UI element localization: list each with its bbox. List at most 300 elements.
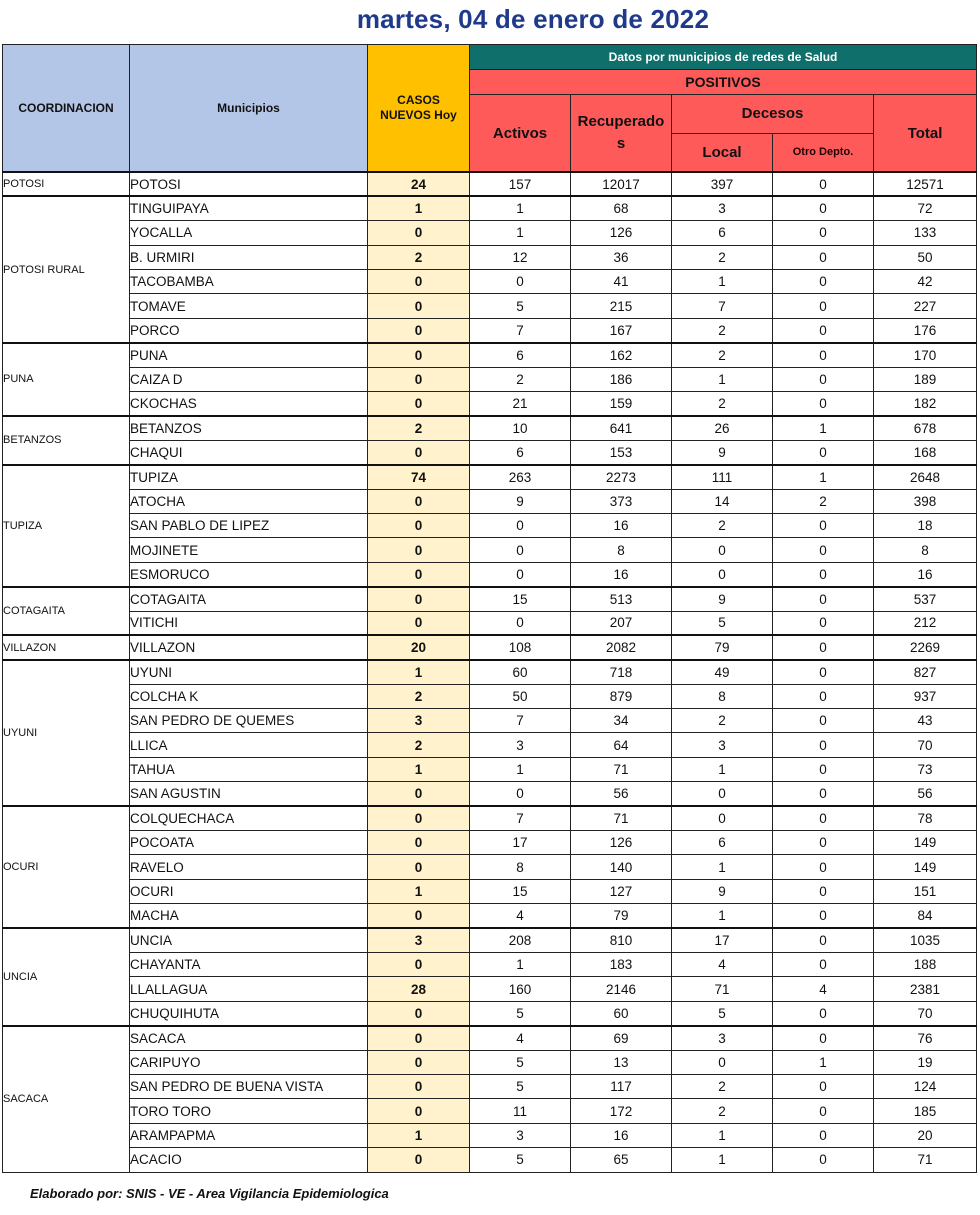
recuperados-cell: 641 [571, 416, 672, 440]
activos-cell: 5 [470, 1001, 571, 1025]
activos-cell: 3 [470, 1123, 571, 1147]
coordinacion-cell: OCURI [3, 806, 130, 928]
activos-cell: 0 [470, 513, 571, 537]
total-cell: 827 [874, 660, 977, 684]
recuperados-cell: 159 [571, 392, 672, 416]
casos-nuevos-cell: 0 [368, 1026, 470, 1050]
municipio-cell: CHAYANTA [130, 953, 368, 977]
header-local: Local [672, 133, 773, 171]
decesos-otro-depto-cell: 0 [773, 1099, 874, 1123]
activos-cell: 0 [470, 611, 571, 635]
total-cell: 70 [874, 1001, 977, 1025]
casos-nuevos-cell: 20 [368, 635, 470, 659]
casos-nuevos-cell: 0 [368, 343, 470, 367]
table-row [3, 416, 977, 440]
decesos-otro-depto-cell: 0 [773, 367, 874, 391]
municipio-cell: B. URMIRI [130, 245, 368, 269]
activos-cell: 9 [470, 489, 571, 513]
casos-nuevos-cell: 0 [368, 1148, 470, 1172]
decesos-otro-depto-cell: 0 [773, 1026, 874, 1050]
total-cell: 18 [874, 513, 977, 537]
decesos-local-cell: 2 [672, 709, 773, 733]
decesos-otro-depto-cell: 0 [773, 513, 874, 537]
table-row [3, 1099, 977, 1123]
table-row [3, 465, 977, 489]
activos-cell: 0 [470, 538, 571, 562]
decesos-otro-depto-cell: 2 [773, 489, 874, 513]
municipio-cell: VITICHI [130, 611, 368, 635]
header-datos-redes: Datos por municipios de redes de Salud [470, 45, 977, 70]
casos-nuevos-cell: 24 [368, 172, 470, 196]
total-cell: 73 [874, 757, 977, 781]
total-cell: 1035 [874, 928, 977, 952]
decesos-local-cell: 111 [672, 465, 773, 489]
header-recuperados [571, 95, 672, 173]
decesos-local-cell: 0 [672, 538, 773, 562]
total-cell: 42 [874, 270, 977, 294]
decesos-otro-depto-cell: 0 [773, 343, 874, 367]
municipio-cell: CAIZA D [130, 367, 368, 391]
casos-nuevos-cell: 0 [368, 1050, 470, 1074]
recuperados-cell: 207 [571, 611, 672, 635]
decesos-otro-depto-cell: 0 [773, 392, 874, 416]
coordinacion-cell: VILLAZON [3, 635, 130, 659]
activos-cell: 12 [470, 245, 571, 269]
casos-nuevos-cell: 1 [368, 1123, 470, 1147]
decesos-otro-depto-cell: 1 [773, 1050, 874, 1074]
activos-cell: 8 [470, 855, 571, 879]
activos-cell: 6 [470, 440, 571, 464]
total-cell: 182 [874, 392, 977, 416]
total-cell: 20 [874, 1123, 977, 1147]
casos-nuevos-cell: 0 [368, 270, 470, 294]
municipio-cell: COLQUECHACA [130, 806, 368, 830]
table-row [3, 587, 977, 611]
total-cell: 76 [874, 1026, 977, 1050]
table-row [3, 855, 977, 879]
table-row [3, 611, 977, 635]
casos-nuevos-cell: 0 [368, 538, 470, 562]
footer-credit: Elaborado por: SNIS - VE - Area Vigilancia Epidemiologica [30, 1186, 389, 1201]
decesos-otro-depto-cell: 0 [773, 172, 874, 196]
decesos-otro-depto-cell: 0 [773, 733, 874, 757]
casos-nuevos-cell: 2 [368, 416, 470, 440]
activos-cell: 7 [470, 806, 571, 830]
table-row [3, 953, 977, 977]
table-row [3, 733, 977, 757]
decesos-otro-depto-cell: 0 [773, 635, 874, 659]
decesos-otro-depto-cell: 0 [773, 538, 874, 562]
recuperados-cell: 71 [571, 806, 672, 830]
decesos-otro-depto-cell: 0 [773, 1001, 874, 1025]
header-total: Total [874, 95, 977, 173]
casos-nuevos-cell: 0 [368, 440, 470, 464]
municipio-cell: SACACA [130, 1026, 368, 1050]
total-cell: 149 [874, 831, 977, 855]
total-cell: 133 [874, 221, 977, 245]
table-row [3, 440, 977, 464]
coordinacion-cell: UYUNI [3, 660, 130, 806]
recuperados-cell: 879 [571, 684, 672, 708]
coordinacion-cell: SACACA [3, 1026, 130, 1172]
decesos-local-cell: 0 [672, 1050, 773, 1074]
decesos-local-cell: 14 [672, 489, 773, 513]
recuperados-cell: 12017 [571, 172, 672, 196]
municipio-cell: TINGUIPAYA [130, 196, 368, 220]
table-row [3, 343, 977, 367]
casos-nuevos-cell: 0 [368, 221, 470, 245]
report-date-title: martes, 04 de enero de 2022 [356, 4, 710, 34]
casos-nuevos-cell: 74 [368, 465, 470, 489]
municipio-cell: CKOCHAS [130, 392, 368, 416]
table-row [3, 806, 977, 830]
total-cell: 937 [874, 684, 977, 708]
decesos-local-cell: 1 [672, 367, 773, 391]
casos-nuevos-cell: 1 [368, 196, 470, 220]
decesos-local-cell: 2 [672, 343, 773, 367]
table-row [3, 1001, 977, 1025]
table-row [3, 392, 977, 416]
header-positivos: POSITIVOS [470, 70, 977, 95]
activos-cell: 50 [470, 684, 571, 708]
recuperados-cell: 117 [571, 1074, 672, 1098]
decesos-local-cell: 4 [672, 953, 773, 977]
recuperados-cell: 186 [571, 367, 672, 391]
decesos-local-cell: 2 [672, 1099, 773, 1123]
total-cell: 16 [874, 562, 977, 586]
coordinacion-cell: BETANZOS [3, 416, 130, 465]
municipio-cell: COTAGAITA [130, 587, 368, 611]
recuperados-cell: 13 [571, 1050, 672, 1074]
table-row [3, 538, 977, 562]
recuperados-cell: 2273 [571, 465, 672, 489]
municipio-cell: MACHA [130, 904, 368, 928]
header-casos-line1: CASOS [397, 93, 440, 107]
casos-nuevos-cell: 0 [368, 855, 470, 879]
activos-cell: 160 [470, 977, 571, 1001]
table-row [3, 318, 977, 342]
casos-nuevos-cell: 0 [368, 904, 470, 928]
total-cell: 212 [874, 611, 977, 635]
recuperados-cell: 41 [571, 270, 672, 294]
recuperados-cell: 69 [571, 1026, 672, 1050]
decesos-local-cell: 2 [672, 245, 773, 269]
total-cell: 19 [874, 1050, 977, 1074]
activos-cell: 108 [470, 635, 571, 659]
decesos-local-cell: 1 [672, 1148, 773, 1172]
table-row [3, 1050, 977, 1074]
activos-cell: 60 [470, 660, 571, 684]
total-cell: 185 [874, 1099, 977, 1123]
header-otro-depto: Otro Depto. [792, 146, 854, 159]
casos-nuevos-cell: 0 [368, 953, 470, 977]
municipio-cell: ATOCHA [130, 489, 368, 513]
coordinacion-cell: POTOSI [3, 172, 130, 196]
decesos-local-cell: 8 [672, 684, 773, 708]
table-header [3, 45, 977, 173]
header-recuperados-line2: s [616, 135, 626, 152]
decesos-local-cell: 6 [672, 831, 773, 855]
decesos-otro-depto-cell: 0 [773, 831, 874, 855]
activos-cell: 21 [470, 392, 571, 416]
municipio-cell: POTOSI [130, 172, 368, 196]
recuperados-cell: 167 [571, 318, 672, 342]
casos-nuevos-cell: 0 [368, 782, 470, 806]
decesos-otro-depto-cell: 0 [773, 587, 874, 611]
recuperados-cell: 65 [571, 1148, 672, 1172]
casos-nuevos-cell: 0 [368, 294, 470, 318]
decesos-otro-depto-cell: 0 [773, 562, 874, 586]
decesos-otro-depto-cell: 0 [773, 294, 874, 318]
decesos-local-cell: 3 [672, 196, 773, 220]
activos-cell: 6 [470, 343, 571, 367]
coordinacion-cell: UNCIA [3, 928, 130, 1026]
municipio-cell: SAN PEDRO DE BUENA VISTA [130, 1074, 368, 1098]
header-municipios: Municipios [130, 45, 368, 173]
municipio-cell: TUPIZA [130, 465, 368, 489]
municipio-cell: CARIPUYO [130, 1050, 368, 1074]
casos-nuevos-cell: 0 [368, 392, 470, 416]
activos-cell: 0 [470, 270, 571, 294]
activos-cell: 1 [470, 953, 571, 977]
table-row [3, 489, 977, 513]
casos-nuevos-cell: 1 [368, 757, 470, 781]
header-decesos-subtable [672, 95, 873, 171]
table-row [3, 831, 977, 855]
decesos-local-cell: 1 [672, 904, 773, 928]
decesos-otro-depto-cell: 1 [773, 416, 874, 440]
municipio-cell: POCOATA [130, 831, 368, 855]
table-row [3, 782, 977, 806]
decesos-otro-depto-cell: 0 [773, 879, 874, 903]
total-cell: 227 [874, 294, 977, 318]
total-cell: 189 [874, 367, 977, 391]
casos-nuevos-cell: 0 [368, 318, 470, 342]
decesos-local-cell: 49 [672, 660, 773, 684]
recuperados-cell: 56 [571, 782, 672, 806]
casos-nuevos-cell: 0 [368, 489, 470, 513]
decesos-otro-depto-cell: 1 [773, 465, 874, 489]
decesos-local-cell: 5 [672, 611, 773, 635]
decesos-local-cell: 397 [672, 172, 773, 196]
decesos-otro-depto-cell: 0 [773, 660, 874, 684]
coordinacion-cell: COTAGAITA [3, 587, 130, 636]
activos-cell: 11 [470, 1099, 571, 1123]
table-row [3, 757, 977, 781]
total-cell: 678 [874, 416, 977, 440]
municipio-cell: LLICA [130, 733, 368, 757]
decesos-local-cell: 3 [672, 733, 773, 757]
decesos-otro-depto-cell: 0 [773, 709, 874, 733]
municipio-cell: ARAMPAPMA [130, 1123, 368, 1147]
decesos-otro-depto-cell: 0 [773, 806, 874, 830]
municipio-cell: OCURI [130, 879, 368, 903]
coordinacion-cell: POTOSI RURAL [3, 196, 130, 342]
decesos-local-cell: 1 [672, 757, 773, 781]
decesos-local-cell: 17 [672, 928, 773, 952]
decesos-local-cell: 2 [672, 392, 773, 416]
recuperados-cell: 2146 [571, 977, 672, 1001]
activos-cell: 2 [470, 367, 571, 391]
casos-nuevos-cell: 0 [368, 587, 470, 611]
total-cell: 2381 [874, 977, 977, 1001]
total-cell: 537 [874, 587, 977, 611]
activos-cell: 208 [470, 928, 571, 952]
table-row [3, 270, 977, 294]
decesos-otro-depto-cell: 0 [773, 904, 874, 928]
casos-nuevos-cell: 0 [368, 1074, 470, 1098]
casos-nuevos-cell: 2 [368, 733, 470, 757]
municipio-cell: ACACIO [130, 1148, 368, 1172]
recuperados-cell: 16 [571, 513, 672, 537]
casos-nuevos-cell: 2 [368, 245, 470, 269]
municipio-cell: ESMORUCO [130, 562, 368, 586]
casos-nuevos-cell: 3 [368, 709, 470, 733]
municipio-cell: TACOBAMBA [130, 270, 368, 294]
activos-cell: 17 [470, 831, 571, 855]
decesos-otro-depto-cell: 0 [773, 196, 874, 220]
recuperados-cell: 810 [571, 928, 672, 952]
total-cell: 50 [874, 245, 977, 269]
recuperados-cell: 126 [571, 831, 672, 855]
total-cell: 2648 [874, 465, 977, 489]
casos-nuevos-cell: 1 [368, 660, 470, 684]
casos-nuevos-cell: 0 [368, 513, 470, 537]
total-cell: 170 [874, 343, 977, 367]
decesos-local-cell: 2 [672, 318, 773, 342]
table-row [3, 294, 977, 318]
decesos-local-cell: 2 [672, 513, 773, 537]
decesos-local-cell: 1 [672, 270, 773, 294]
total-cell: 124 [874, 1074, 977, 1098]
table-row [3, 977, 977, 1001]
municipio-cell: COLCHA K [130, 684, 368, 708]
total-cell: 71 [874, 1148, 977, 1172]
recuperados-cell: 140 [571, 855, 672, 879]
recuperados-cell: 153 [571, 440, 672, 464]
municipio-cell: SAN PEDRO DE QUEMES [130, 709, 368, 733]
decesos-local-cell: 9 [672, 879, 773, 903]
activos-cell: 15 [470, 879, 571, 903]
total-cell: 72 [874, 196, 977, 220]
decesos-local-cell: 2 [672, 1074, 773, 1098]
casos-nuevos-cell: 3 [368, 928, 470, 952]
decesos-otro-depto-cell: 0 [773, 757, 874, 781]
casos-nuevos-cell: 2 [368, 684, 470, 708]
table-row [3, 562, 977, 586]
municipio-cell: PUNA [130, 343, 368, 367]
casos-nuevos-cell: 0 [368, 562, 470, 586]
table-row [3, 221, 977, 245]
decesos-otro-depto-cell: 0 [773, 318, 874, 342]
decesos-otro-depto-cell: 0 [773, 782, 874, 806]
recuperados-cell: 71 [571, 757, 672, 781]
table-row [3, 1026, 977, 1050]
municipio-cell: CHUQUIHUTA [130, 1001, 368, 1025]
table-row [3, 684, 977, 708]
activos-cell: 4 [470, 1026, 571, 1050]
casos-nuevos-cell: 0 [368, 806, 470, 830]
coordinacion-cell: TUPIZA [3, 465, 130, 587]
decesos-local-cell: 6 [672, 221, 773, 245]
recuperados-cell: 36 [571, 245, 672, 269]
activos-cell: 3 [470, 733, 571, 757]
total-cell: 78 [874, 806, 977, 830]
table-row [3, 367, 977, 391]
table-row [3, 1148, 977, 1172]
table-row [3, 928, 977, 952]
header-casos-nuevos [368, 45, 470, 173]
decesos-local-cell: 79 [672, 635, 773, 659]
recuperados-cell: 126 [571, 221, 672, 245]
total-cell: 168 [874, 440, 977, 464]
recuperados-cell: 718 [571, 660, 672, 684]
total-cell: 149 [874, 855, 977, 879]
recuperados-cell: 68 [571, 196, 672, 220]
recuperados-cell: 16 [571, 1123, 672, 1147]
municipio-cell: RAVELO [130, 855, 368, 879]
casos-nuevos-cell: 28 [368, 977, 470, 1001]
decesos-otro-depto-cell: 0 [773, 440, 874, 464]
total-cell: 84 [874, 904, 977, 928]
municipio-cell: LLALLAGUA [130, 977, 368, 1001]
activos-cell: 7 [470, 709, 571, 733]
recuperados-cell: 64 [571, 733, 672, 757]
total-cell: 151 [874, 879, 977, 903]
recuperados-cell: 215 [571, 294, 672, 318]
total-cell: 2269 [874, 635, 977, 659]
municipio-cell: MOJINETE [130, 538, 368, 562]
decesos-otro-depto-cell: 0 [773, 953, 874, 977]
casos-nuevos-cell: 1 [368, 879, 470, 903]
table-row [3, 1074, 977, 1098]
table-row [3, 513, 977, 537]
decesos-local-cell: 3 [672, 1026, 773, 1050]
header-casos-line2: NUEVOS Hoy [380, 108, 457, 122]
covid-municipal-table [2, 44, 977, 1173]
table-row [3, 660, 977, 684]
decesos-local-cell: 7 [672, 294, 773, 318]
municipio-cell: TOMAVE [130, 294, 368, 318]
table-row [3, 245, 977, 269]
municipio-cell: TAHUA [130, 757, 368, 781]
recuperados-cell: 8 [571, 538, 672, 562]
municipio-cell: BETANZOS [130, 416, 368, 440]
activos-cell: 5 [470, 1074, 571, 1098]
decesos-otro-depto-cell: 0 [773, 270, 874, 294]
casos-nuevos-cell: 0 [368, 831, 470, 855]
decesos-otro-depto-cell: 0 [773, 245, 874, 269]
activos-cell: 5 [470, 1050, 571, 1074]
table-row [3, 196, 977, 220]
table-row [3, 879, 977, 903]
casos-nuevos-cell: 0 [368, 1001, 470, 1025]
recuperados-cell: 183 [571, 953, 672, 977]
activos-cell: 1 [470, 221, 571, 245]
decesos-otro-depto-cell: 0 [773, 855, 874, 879]
recuperados-cell: 34 [571, 709, 672, 733]
activos-cell: 5 [470, 294, 571, 318]
decesos-local-cell: 9 [672, 587, 773, 611]
decesos-local-cell: 1 [672, 1123, 773, 1147]
activos-cell: 0 [470, 782, 571, 806]
casos-nuevos-cell: 0 [368, 611, 470, 635]
municipio-cell: UNCIA [130, 928, 368, 952]
decesos-otro-depto-cell: 0 [773, 221, 874, 245]
recuperados-cell: 373 [571, 489, 672, 513]
activos-cell: 4 [470, 904, 571, 928]
table-row [3, 635, 977, 659]
